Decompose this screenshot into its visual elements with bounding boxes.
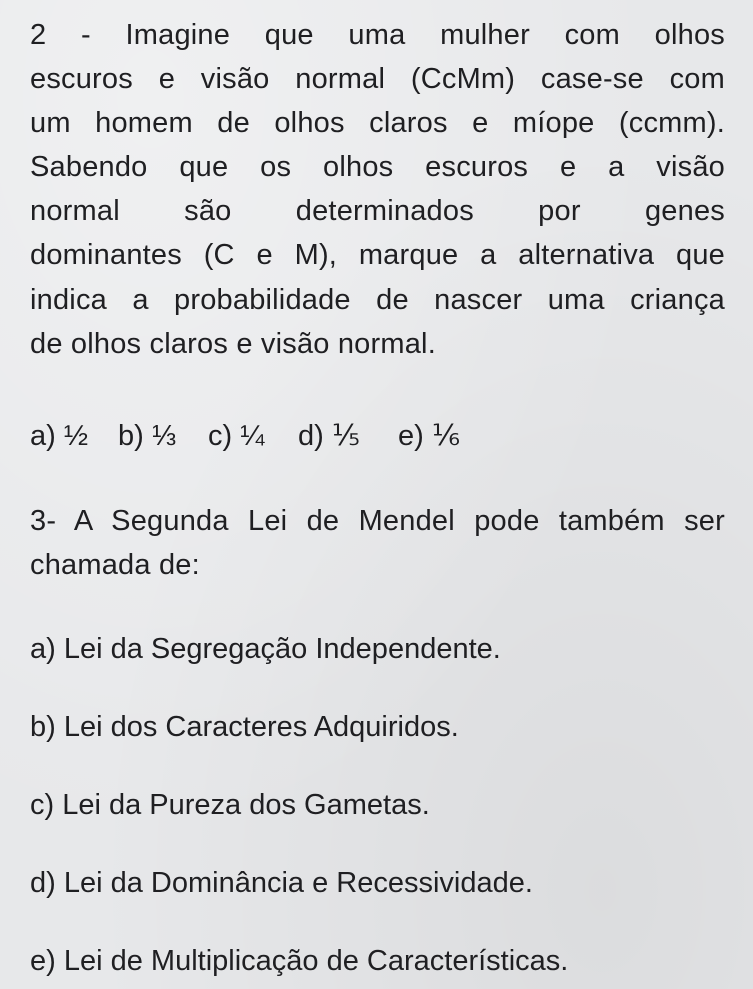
option-letter: e) (398, 420, 424, 452)
question-3-line-1: 3- A Segunda Lei de Mendel pode também ser (30, 505, 725, 537)
question-3-option-d[interactable]: d) Lei da Dominância e Recessividade. (30, 867, 533, 899)
question-2-option-d[interactable] (298, 419, 360, 453)
option-letter: a) (30, 420, 56, 452)
question-2-line-5: normal são determinados por genes (30, 195, 725, 227)
question-2-line-8: de olhos claros e visão normal. (30, 328, 436, 360)
option-value: ⅕ (331, 420, 360, 452)
question-2-line-7: indica a probabilidade de nascer uma criança (30, 284, 725, 316)
question-2-option-c[interactable] (208, 419, 264, 453)
option-value: ⅙ (431, 420, 460, 452)
question-2-option-b[interactable] (118, 419, 176, 453)
option-letter: b) (118, 420, 144, 452)
question-3-option-c[interactable]: c) Lei da Pureza dos Gametas. (30, 789, 430, 821)
option-letter: d) (298, 420, 324, 452)
question-2-line-2: escuros e visão normal (CcMm) case-se com (30, 63, 725, 95)
option-value: ½ (63, 420, 89, 452)
question-2-line-6: dominantes (C e M), marque a alternativa que (30, 239, 725, 271)
option-value: ⅓ (151, 420, 177, 452)
question-2-option-a[interactable] (30, 419, 88, 453)
question-2-options (30, 419, 510, 459)
option-letter: c) (208, 420, 233, 452)
question-3-option-a[interactable]: a) Lei da Segregação Independente. (30, 633, 501, 665)
option-value: ¼ (240, 420, 265, 452)
question-3-option-e[interactable]: e) Lei de Multiplicação de Características. (30, 945, 569, 977)
question-3-line-2: chamada de: (30, 549, 200, 581)
question-3-option-b[interactable]: b) Lei dos Caracteres Adquiridos. (30, 711, 459, 743)
question-2-option-e[interactable] (398, 419, 460, 453)
question-2-line-3: um homem de olhos claros e míope (ccmm). (30, 107, 725, 139)
question-2-line-4: Sabendo que os olhos escuros e a visão (30, 151, 725, 183)
question-2-line-1: 2 - Imagine que uma mulher com olhos (30, 19, 725, 51)
